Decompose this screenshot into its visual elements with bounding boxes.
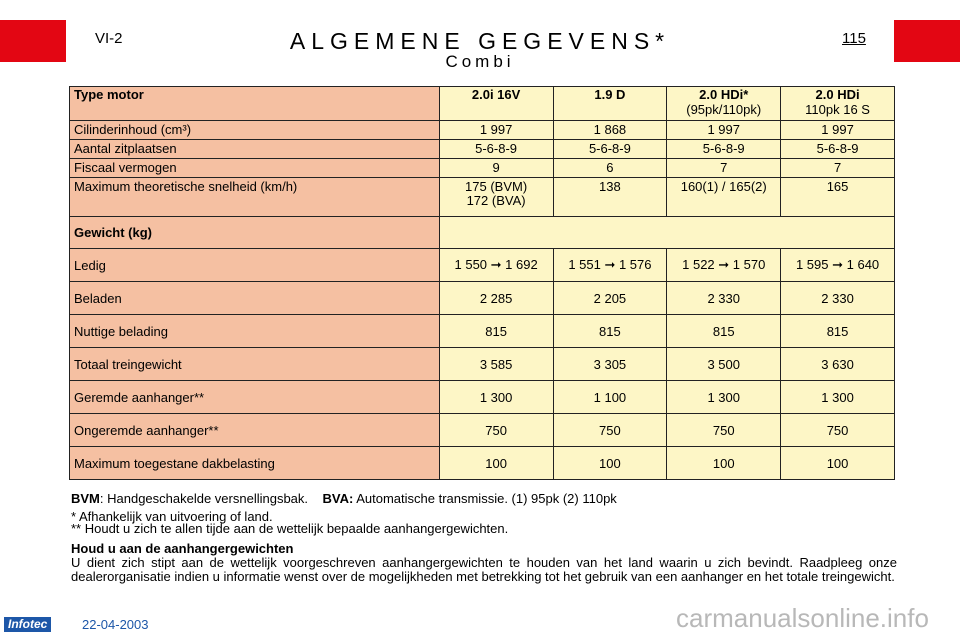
row-value: 7: [667, 159, 781, 178]
row-label: Geremde aanhanger**: [70, 381, 440, 414]
weight-section-blank: [439, 217, 894, 249]
row-label: Cilinderinhoud (cm³): [70, 121, 440, 140]
table-row: [70, 121, 895, 140]
page-subtitle: Combi: [445, 52, 515, 71]
row-value: 3 630: [781, 348, 895, 381]
speed-line1: 175 (BVM): [465, 179, 528, 194]
trailer-heading: Houd u aan de aanhangergewichten: [71, 541, 294, 556]
table-row: [70, 381, 895, 414]
row-value: 138: [553, 178, 667, 217]
bva-key: BVA:: [322, 491, 354, 506]
page-title: ALGEMENE GEGEVENS*: [289, 28, 671, 54]
specs-table: [69, 86, 895, 480]
row-value: 7: [781, 159, 895, 178]
table-header-row: [70, 87, 895, 121]
table-row: [70, 249, 895, 282]
row-value: 750: [667, 414, 781, 447]
table-row: [70, 447, 895, 480]
row-label: Beladen: [70, 282, 440, 315]
footer-date: 22-04-2003: [82, 617, 149, 632]
row-value: 1 100: [553, 381, 667, 414]
row-value: 100: [439, 447, 553, 480]
row-label: Maximum theoretische snelheid (km/h): [70, 178, 440, 217]
row-value: 1 300: [781, 381, 895, 414]
row-value: 5-6-8-9: [781, 140, 895, 159]
weight-section-label: Gewicht (kg): [70, 217, 440, 249]
bvm-key: BVM: [71, 491, 100, 506]
row-value: 1 300: [667, 381, 781, 414]
footnote-1: * Afhankelijk van uitvoering of land.: [71, 509, 273, 524]
row-value: 750: [553, 414, 667, 447]
header-col: [553, 87, 667, 121]
row-value: 6: [553, 159, 667, 178]
footnote-abbreviations: [71, 492, 897, 506]
row-value: 5-6-8-9: [439, 140, 553, 159]
row-value: 3 305: [553, 348, 667, 381]
row-label: Aantal zitplaatsen: [70, 140, 440, 159]
row-value: 750: [439, 414, 553, 447]
row-value: 1 997: [439, 121, 553, 140]
header-col-main: 2.0 HDi*: [699, 87, 749, 102]
weight-section-row: [70, 217, 895, 249]
row-value: 9: [439, 159, 553, 178]
row-value: 815: [781, 315, 895, 348]
page-number-link[interactable]: 115: [842, 30, 866, 47]
table-row: [70, 414, 895, 447]
header-col-main: 2.0i 16V: [471, 87, 521, 102]
table-row: [70, 348, 895, 381]
section-ref: VI-2: [95, 30, 123, 47]
header-col-sub: (95pk/110pk): [686, 102, 762, 117]
row-value: 3 585: [439, 348, 553, 381]
row-label: Fiscaal vermogen: [70, 159, 440, 178]
row-value: 5-6-8-9: [667, 140, 781, 159]
row-value: 3 500: [667, 348, 781, 381]
footnote-2: ** Houdt u zich te allen tijde aan de wettelijk bepaalde aanhangergewichten.: [71, 521, 509, 536]
row-value: 2 285: [439, 282, 553, 315]
row-value: 2 330: [781, 282, 895, 315]
row-value: 1 595 ➞ 1 640: [781, 249, 895, 282]
row-value: 5-6-8-9: [553, 140, 667, 159]
bvm-text: : Handgeschakelde versnellingsbak.: [99, 491, 309, 506]
row-value: 165: [781, 178, 895, 217]
row-label: Maximum toegestane dakbelasting: [70, 447, 440, 480]
row-value: 1 997: [667, 121, 781, 140]
row-value: 100: [781, 447, 895, 480]
row-value: 1 522 ➞ 1 570: [667, 249, 781, 282]
row-label: Nuttige belading: [70, 315, 440, 348]
row-value: 815: [439, 315, 553, 348]
speed-line2: 172 (BVA): [466, 193, 526, 208]
header-label: Type motor: [70, 87, 440, 121]
table-row-speed: [70, 178, 895, 217]
row-value: 1 997: [781, 121, 895, 140]
infotec-logo: Infotec: [4, 617, 51, 632]
row-value: 815: [667, 315, 781, 348]
row-label: Ledig: [70, 249, 440, 282]
row-value: 2 205: [553, 282, 667, 315]
row-label: Totaal treingewicht: [70, 348, 440, 381]
trailer-paragraph: U dient zich stipt aan de wettelijk voorgeschreven aanhangergewichten te houden van het land waarin u zich bevindt. Raadpleeg onze dealerorganisatie indien u informatie wenst over de mogelijkheden met betrekking tot het gebruik van een aanhanger en het totale treingewicht.: [71, 555, 897, 584]
header-col-sub: 110pk 16 S: [805, 102, 870, 117]
row-value: 1 868: [553, 121, 667, 140]
row-value: [439, 178, 553, 217]
header-col: [667, 87, 781, 121]
header-col: [781, 87, 895, 121]
table-row: [70, 140, 895, 159]
row-value: 815: [553, 315, 667, 348]
header-col: [439, 87, 553, 121]
row-label: Ongeremde aanhanger**: [70, 414, 440, 447]
header-col-main: 2.0 HDi: [815, 87, 860, 102]
row-value: 100: [553, 447, 667, 480]
row-value: 750: [781, 414, 895, 447]
row-value: 160(1) / 165(2): [667, 178, 781, 217]
row-value: 100: [667, 447, 781, 480]
header-col-main: 1.9 D: [594, 87, 626, 102]
row-value: 2 330: [667, 282, 781, 315]
table-row: [70, 282, 895, 315]
row-value: 1 551 ➞ 1 576: [553, 249, 667, 282]
table-row: [70, 159, 895, 178]
table-row: [70, 315, 895, 348]
row-value: 1 550 ➞ 1 692: [439, 249, 553, 282]
row-value: 1 300: [439, 381, 553, 414]
watermark: carmanualsonline.info: [676, 603, 929, 633]
bva-text: Automatische transmissie. (1) 95pk (2) 110pk: [356, 491, 617, 506]
